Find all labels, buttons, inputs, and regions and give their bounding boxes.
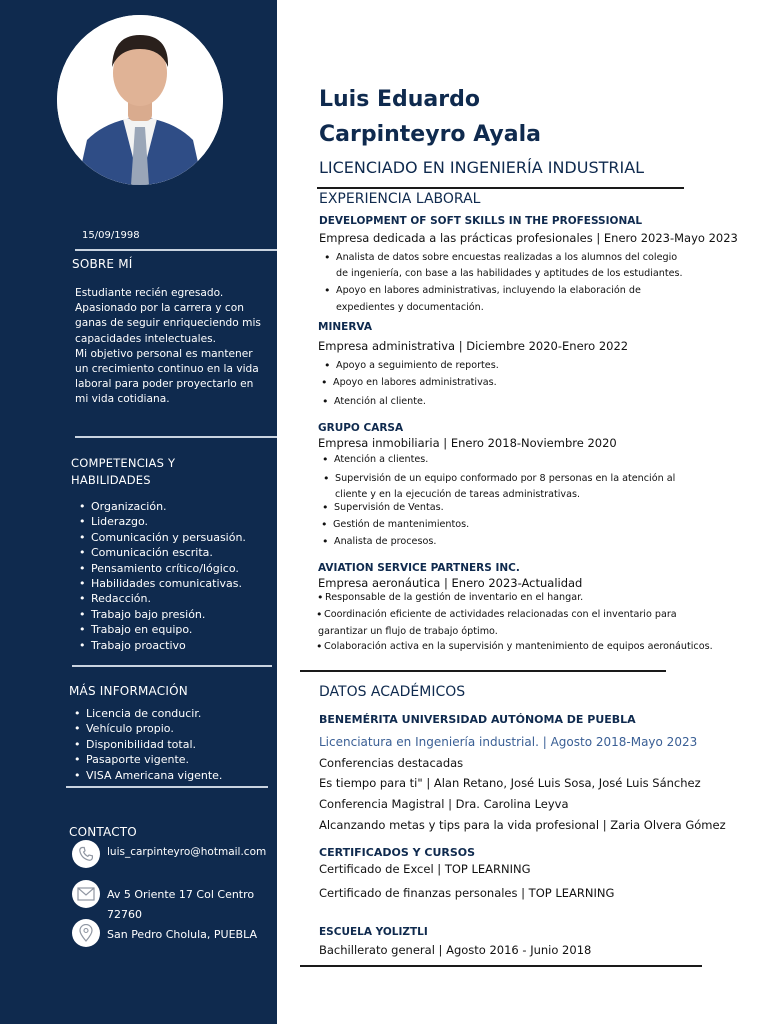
about-line: Apasionado por la carrera y con	[75, 302, 244, 315]
job-bullet-cont: expedientes y documentación.	[336, 302, 484, 313]
job-line: Empresa dedicada a las prácticas profesionales | Enero 2023-Mayo 2023	[319, 231, 738, 245]
skill-item: • Trabajo proactivo	[77, 638, 246, 653]
degree-line: Licenciatura en Ingeniería industrial. | Agosto 2018-Mayo 2023	[319, 735, 698, 749]
skill-item: • Pensamiento crítico/lógico.	[77, 561, 246, 576]
certificate-item: Certificado de finanzas personales | TOP LEARNING	[319, 886, 615, 900]
more-info-list	[72, 706, 222, 783]
skill-item: • Trabajo bajo presión.	[77, 607, 246, 622]
conference-item: Conferencia Magistral | Dra. Carolina Leyva	[319, 797, 569, 811]
contact-heading: CONTACTO	[69, 825, 137, 839]
job-bullet: • Atención al cliente.	[322, 395, 426, 408]
divider	[72, 665, 272, 667]
skills-list	[77, 499, 246, 653]
job-line: Empresa administrativa | Diciembre 2020-Enero 2022	[318, 339, 629, 353]
skill-item: • Redacción.	[77, 591, 246, 606]
job-bullet-cont: garantizar un flujo de trabajo óptimo.	[318, 626, 498, 637]
bullet-text: Analista de datos sobre encuestas realizadas a los alumnos del colegio	[336, 252, 678, 263]
about-line: mi vida cotidiana.	[75, 393, 170, 406]
job-org: GRUPO CARSA	[318, 422, 404, 434]
bullet-text: Supervisión de un equipo conformado por 8 personas en la atención al	[335, 473, 676, 484]
more-info-item: • Vehículo propio.	[72, 721, 222, 736]
more-info-item: • Disponibilidad total.	[72, 737, 222, 752]
job-bullet: • Atención a clientes.	[322, 453, 429, 466]
divider	[300, 670, 666, 672]
divider	[66, 786, 268, 788]
bullet-text: Apoyo en labores administrativas.	[333, 377, 497, 388]
school-line: Bachillerato general | Agosto 2016 - Junio 2018	[319, 943, 592, 957]
birthdate: 15/09/1998	[82, 230, 140, 241]
bullet-text: Analista de procesos.	[334, 536, 437, 547]
address-line: Av 5 Oriente 17 Col Centro	[107, 888, 255, 901]
job-title: LICENCIADO EN INGENIERÍA INDUSTRIAL	[319, 158, 645, 177]
about-line: Estudiante recién egresado.	[75, 287, 224, 299]
job-bullet-cont: cliente y en la ejecución de tareas administrativas.	[335, 489, 581, 500]
skill-item: • Organización.	[77, 499, 246, 514]
about-line: capacidades intelectuales.	[75, 332, 216, 345]
location-pin-icon	[72, 919, 100, 947]
skill-item: • Comunicación escrita.	[77, 545, 246, 560]
bullet-text: Responsable de la gestión de inventario en el hangar.	[325, 592, 584, 603]
bullet-text: Atención al cliente.	[334, 396, 426, 407]
more-info-item: • VISA Americana vigente.	[72, 768, 222, 783]
skill-item: • Trabajo en equipo.	[77, 622, 246, 637]
job-bullet: • Responsable de la gestión de inventario en el hangar.	[317, 591, 584, 604]
conference-item: Alcanzando metas y tips para la vida profesional | Zaria Olvera Gómez	[319, 818, 726, 832]
address-line: 72760	[107, 908, 142, 921]
divider	[75, 249, 277, 251]
more-info-item: • Licencia de conducir.	[72, 706, 222, 721]
envelope-icon	[72, 880, 100, 908]
bullet-text: Colaboración activa en la supervisión y mantenimiento de equipos aeronáuticos.	[324, 641, 713, 652]
job-bullet: • Colaboración activa en la supervisión y mantenimiento de equipos aeronáuticos.	[316, 640, 713, 653]
academic-heading: DATOS ACADÉMICOS	[319, 684, 466, 700]
job-org: AVIATION SERVICE PARTNERS INC.	[318, 562, 520, 574]
job-bullet: • Analista de datos sobre encuestas realizadas a los alumnos del colegio	[324, 251, 678, 264]
about-line: laboral para poder proyectarlo en	[75, 378, 254, 391]
divider	[300, 965, 702, 967]
certificates-heading: CERTIFICADOS Y CURSOS	[319, 846, 476, 859]
skills-heading	[71, 455, 175, 489]
more-info-heading: MÁS INFORMACIÓN	[69, 684, 188, 698]
job-org: DEVELOPMENT OF SOFT SKILLS IN THE PROFESSIONAL	[319, 215, 643, 227]
job-bullet: • Gestión de mantenimientos.	[321, 518, 470, 531]
job-bullet: • Analista de procesos.	[322, 535, 437, 548]
bullet-text: Atención a clientes.	[334, 454, 429, 465]
profile-photo	[57, 15, 223, 185]
about-line: ganas de seguir enriqueciendo mis	[75, 317, 261, 330]
skill-item: • Liderazgo.	[77, 514, 246, 529]
job-bullet: • Apoyo a seguimiento de reportes.	[324, 359, 499, 372]
about-line: un crecimiento continuo en la vida	[75, 363, 259, 376]
about-heading: SOBRE MÍ	[72, 257, 133, 271]
about-text	[75, 286, 275, 408]
contact-email[interactable]: luis_carpinteyro@hotmail.com	[107, 846, 267, 858]
job-bullet: • Supervisión de Ventas.	[322, 501, 444, 514]
job-org: MINERVA	[318, 321, 372, 333]
person-portrait-icon	[57, 15, 223, 185]
job-line: Empresa inmobiliaria | Enero 2018-Noviembre 2020	[318, 436, 617, 450]
job-bullet: • Apoyo en labores administrativas.	[321, 376, 497, 389]
bullet-text: Gestión de mantenimientos.	[333, 519, 470, 530]
phone-icon	[72, 840, 100, 868]
more-info-item: • Pasaporte vigente.	[72, 752, 222, 767]
conferences-heading: Conferencias destacadas	[319, 756, 464, 770]
school-name: ESCUELA YOLIZTLI	[319, 926, 428, 938]
divider	[317, 187, 684, 189]
experience-heading: EXPERIENCIA LABORAL	[319, 191, 481, 207]
bullet-text: Apoyo en labores administrativas, incluyendo la elaboración de	[336, 285, 641, 296]
about-line: Mi objetivo personal es mantener	[75, 347, 253, 360]
address-line: San Pedro Cholula, PUEBLA	[107, 928, 257, 941]
job-bullet-cont: de ingeniería, con base a las habilidades y aptitudes de los estudiantes.	[336, 268, 683, 279]
name-line-2: Carpinteyro Ayala	[319, 122, 542, 147]
skill-item: • Habilidades comunicativas.	[77, 576, 246, 591]
contact-address	[107, 885, 257, 945]
job-line: Empresa aeronáutica | Enero 2023-Actualidad	[318, 576, 583, 590]
skills-heading-line: HABILIDADES	[71, 473, 151, 487]
sidebar	[0, 0, 277, 1024]
certificate-item: Certificado de Excel | TOP LEARNING	[319, 862, 531, 876]
university-name: BENEMÉRITA UNIVERSIDAD AUTÓNOMA DE PUEBLA	[319, 713, 636, 726]
job-bullet: • Supervisión de un equipo conformado por 8 personas en la atención al	[323, 472, 676, 485]
bullet-text: Coordinación eficiente de actividades relacionadas con el inventario para	[324, 609, 677, 620]
conference-item: Es tiempo para ti" | Alan Retano, José Luis Sosa, José Luis Sánchez	[319, 776, 701, 790]
name-line-1: Luis Eduardo	[319, 87, 480, 112]
bullet-text: Apoyo a seguimiento de reportes.	[336, 360, 499, 371]
divider	[75, 436, 277, 438]
job-bullet: • Coordinación eficiente de actividades relacionadas con el inventario para	[316, 608, 677, 621]
skill-item: • Comunicación y persuasión.	[77, 530, 246, 545]
job-bullet: • Apoyo en labores administrativas, incluyendo la elaboración de	[324, 284, 641, 297]
bullet-text: Supervisión de Ventas.	[334, 502, 444, 513]
skills-heading-line: COMPETENCIAS Y	[71, 456, 176, 470]
